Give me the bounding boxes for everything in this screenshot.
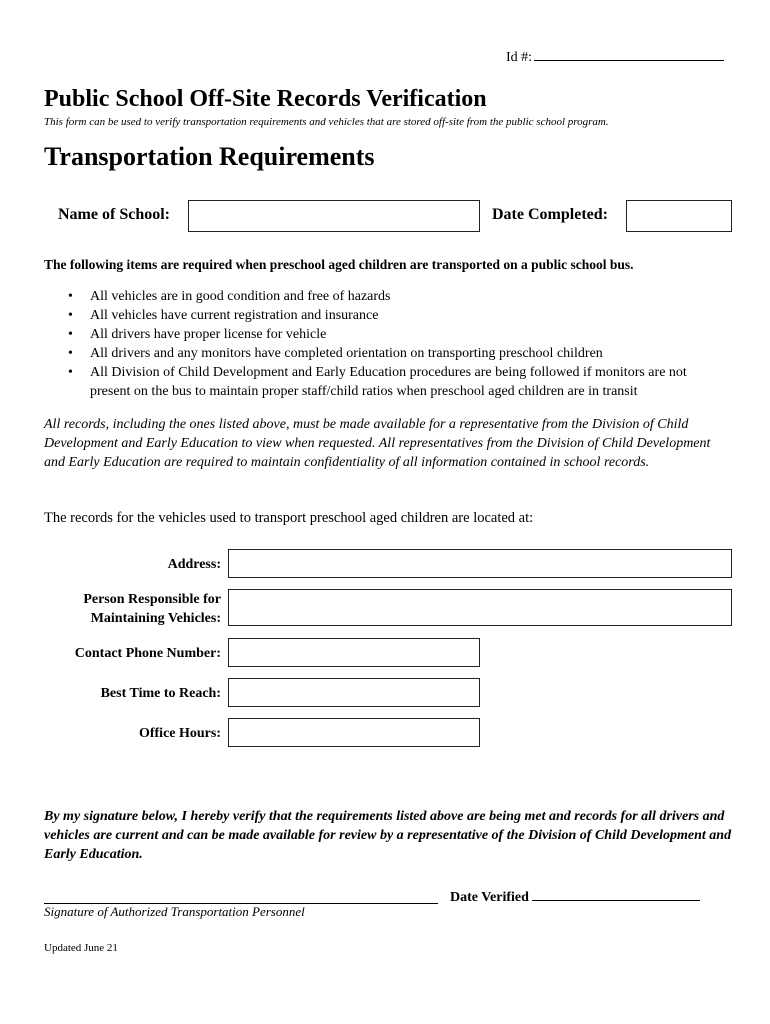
person-responsible-field[interactable] bbox=[228, 589, 732, 626]
date-verified-field bbox=[450, 886, 700, 906]
updated-date: Updated June 21 bbox=[44, 942, 118, 954]
address-label: Address: bbox=[167, 557, 221, 572]
person-label-line-2: Maintaining Vehicles: bbox=[90, 611, 221, 626]
requirement-item: • All vehicles have current registration and insurance bbox=[66, 306, 726, 325]
office-hours-label: Office Hours: bbox=[138, 726, 221, 741]
signature-caption: Signature of Authorized Transportation Personnel bbox=[44, 904, 305, 919]
date-completed-label: Date Completed: bbox=[492, 206, 608, 223]
requirements-list bbox=[66, 287, 726, 401]
id-label: Id #: bbox=[506, 50, 533, 65]
requirement-item: • All Division of Child Development and Early Education procedures are being followed if monitors are not present on the bus to maintain proper staff/child ratios when preschool aged children are in transit bbox=[66, 363, 726, 401]
requirement-item: • All drivers and any monitors have completed orientation on transporting preschool children bbox=[66, 344, 726, 363]
contact-phone-label: Contact Phone Number: bbox=[74, 646, 221, 661]
date-verified-label: Date Verified bbox=[450, 890, 529, 905]
section-title: Transportation Requirements bbox=[44, 142, 375, 171]
date-verified-blank-line[interactable] bbox=[532, 886, 700, 901]
contact-phone-field[interactable] bbox=[228, 638, 480, 667]
address-field[interactable] bbox=[228, 549, 732, 578]
best-time-label: Best Time to Reach: bbox=[100, 686, 221, 701]
person-label-line-1: Person Responsible for bbox=[83, 592, 221, 607]
date-completed-field[interactable] bbox=[626, 200, 732, 232]
records-location-intro: The records for the vehicles used to transport preschool aged children are located at: bbox=[44, 510, 534, 526]
best-time-field[interactable] bbox=[228, 678, 480, 707]
id-blank-line[interactable] bbox=[534, 46, 724, 61]
school-name-label: Name of School: bbox=[58, 206, 170, 223]
office-hours-field[interactable] bbox=[228, 718, 480, 747]
id-number-field bbox=[506, 46, 724, 66]
requirement-item: • All vehicles are in good condition and free of hazards bbox=[66, 287, 726, 306]
verification-statement: By my signature below, I hereby verify that the requirements listed above are being met and records for all drivers and vehicles are current and can be made available for review by a representative of the Division of Child Development and Early Education. bbox=[44, 809, 732, 862]
form-subtitle: This form can be used to verify transportation requirements and vehicles that are stored off-site from the public school program. bbox=[44, 116, 609, 128]
requirements-heading: The following items are required when preschool aged children are transported on a public school bus. bbox=[44, 257, 634, 272]
records-notice: All records, including the ones listed above, must be made available for a representative from the Division of Child Development and Early Education to view when requested. All representatives from the Division of Child Development and Early Education are required to maintain confidentiality of all information contained in school records. bbox=[44, 417, 711, 470]
school-name-field[interactable] bbox=[188, 200, 480, 232]
person-responsible-label bbox=[83, 590, 221, 628]
requirement-item: • All drivers have proper license for vehicle bbox=[66, 325, 726, 344]
form-title: Public School Off-Site Records Verification bbox=[44, 86, 487, 112]
